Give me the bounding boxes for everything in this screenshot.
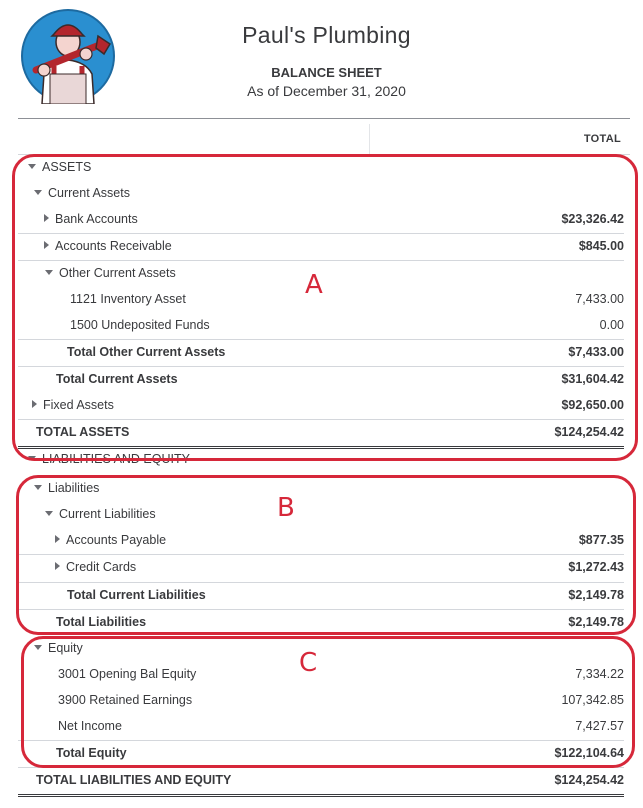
total-assets-amount[interactable]: $124,254.42 [554,425,624,439]
assets-heading: ASSETS [42,160,92,174]
report-title: BALANCE SHEET [271,65,382,80]
header-divider [18,118,630,119]
retained-earnings-amount[interactable]: 107,342.85 [561,693,624,707]
current-liabilities-label: Current Liabilities [59,507,156,521]
equity-label: Equity [48,641,83,655]
credit-cards-amount[interactable]: $1,272.43 [568,560,624,574]
net-income-amount[interactable]: 7,427.57 [575,719,624,733]
total-liabilities-amount[interactable]: $2,149.78 [568,615,624,629]
total-equity-amount[interactable]: $122,104.64 [554,746,624,760]
report-date: As of December 31, 2020 [247,83,406,99]
total-equity-label: Total Equity [56,746,127,760]
annotation-label-c: C [299,648,318,678]
column-divider [369,124,370,154]
undeposited-funds-label: 1500 Undeposited Funds [70,318,210,332]
annotation-box-a [12,154,638,461]
total-current-assets-amount[interactable]: $31,604.42 [561,372,624,386]
total-liabilities-equity-label: TOTAL LIABILITIES AND EQUITY [36,773,232,787]
accounts-receivable-amount[interactable]: $845.00 [578,239,624,253]
undeposited-funds-amount[interactable]: 0.00 [599,318,624,332]
retained-earnings-label: 3900 Retained Earnings [58,693,193,707]
opening-bal-equity-label: 3001 Opening Bal Equity [58,667,197,681]
total-liabilities-label: Total Liabilities [56,615,147,629]
total-assets-label: TOTAL ASSETS [36,425,130,439]
annotation-label-a: A [305,270,323,300]
other-current-assets-label: Other Current Assets [59,266,176,280]
accounts-payable-amount[interactable]: $877.35 [578,533,624,547]
annotation-label-b: B [277,493,295,523]
total-current-liabilities-label: Total Current Liabilities [67,588,206,602]
bank-accounts-label: Bank Accounts [55,212,138,226]
liabilities-equity-heading: LIABILITIES AND EQUITY [42,452,190,466]
opening-bal-equity-amount[interactable]: 7,334.22 [575,667,624,681]
liabilities-label: Liabilities [48,481,100,495]
column-header-total[interactable]: TOTAL [583,133,621,145]
total-liabilities-equity-amount[interactable]: $124,254.42 [554,773,624,787]
inventory-asset-label: 1121 Inventory Asset [70,292,186,306]
annotation-box-b [16,475,636,635]
total-other-current-assets-amount[interactable]: $7,433.00 [568,345,624,359]
fixed-assets-label: Fixed Assets [43,398,114,412]
inventory-asset-amount[interactable]: 7,433.00 [575,292,624,306]
current-assets-label: Current Assets [48,186,130,200]
net-income-label: Net Income [58,719,122,733]
total-current-liabilities-amount[interactable]: $2,149.78 [568,588,624,602]
total-other-current-assets-label: Total Other Current Assets [67,345,226,359]
total-current-assets-label: Total Current Assets [56,372,178,386]
accounts-payable-label: Accounts Payable [66,533,167,547]
annotation-box-c [21,636,635,768]
accounts-receivable-label: Accounts Receivable [55,239,172,253]
fixed-assets-amount[interactable]: $92,650.00 [561,398,624,412]
company-name: Paul's Plumbing [242,22,411,48]
bank-accounts-amount[interactable]: $23,326.42 [561,212,624,226]
credit-cards-label: Credit Cards [66,560,137,574]
total-liabilities-equity-row [18,767,624,797]
